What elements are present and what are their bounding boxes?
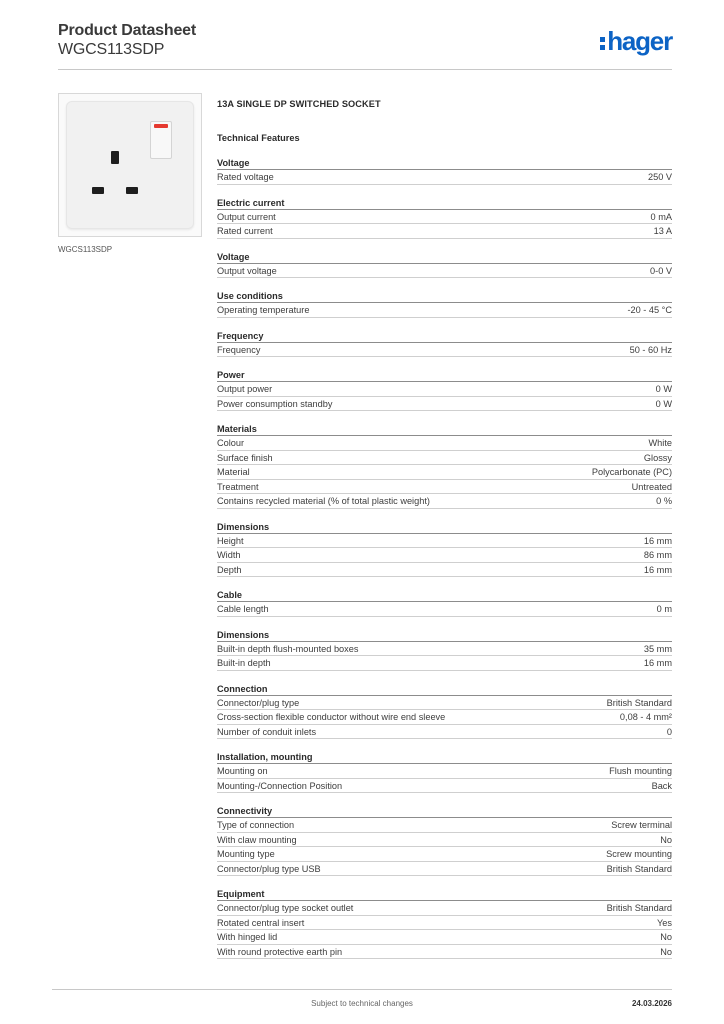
feature-row bbox=[217, 833, 672, 848]
group-title: Installation, mounting bbox=[217, 751, 672, 764]
logo-dots-icon bbox=[600, 37, 605, 50]
feature-label: Width bbox=[217, 550, 241, 560]
feature-row bbox=[217, 534, 672, 549]
feature-group bbox=[217, 369, 672, 411]
feature-group bbox=[217, 629, 672, 671]
feature-group bbox=[217, 888, 672, 959]
feature-value: Back bbox=[651, 780, 672, 791]
group-title: Voltage bbox=[217, 251, 672, 264]
feature-row bbox=[217, 343, 672, 358]
feature-label: Height bbox=[217, 535, 244, 546]
group-title: Connection bbox=[217, 683, 672, 696]
live-pin-slot-icon bbox=[92, 187, 104, 194]
feature-value: British Standard bbox=[606, 697, 672, 708]
feature-row bbox=[217, 916, 672, 931]
feature-row bbox=[217, 725, 672, 740]
feature-label: Colour bbox=[217, 438, 245, 448]
neutral-pin-slot-icon bbox=[126, 187, 138, 194]
feature-value: 0 W bbox=[655, 398, 672, 409]
feature-value: 0 % bbox=[656, 496, 672, 506]
feature-value: Untreated bbox=[631, 481, 672, 492]
feature-label: Depth bbox=[217, 564, 242, 575]
hager-logo bbox=[600, 26, 672, 56]
feature-row bbox=[217, 901, 672, 916]
feature-row bbox=[217, 382, 672, 397]
feature-label: With claw mounting bbox=[217, 834, 297, 845]
feature-value: No bbox=[660, 946, 672, 957]
feature-row bbox=[217, 710, 672, 725]
feature-row bbox=[217, 480, 672, 495]
document-subtitle: WGCS113SDP bbox=[58, 41, 165, 58]
feature-label: Built-in depth flush-mounted boxes bbox=[217, 643, 359, 654]
feature-row bbox=[217, 303, 672, 318]
group-title: Voltage bbox=[217, 157, 672, 170]
feature-group bbox=[217, 330, 672, 358]
feature-label: Surface finish bbox=[217, 452, 273, 463]
feature-row bbox=[217, 945, 672, 960]
feature-value: Screw mounting bbox=[606, 849, 672, 859]
feature-value: 16 mm bbox=[643, 564, 672, 575]
group-title: Frequency bbox=[217, 330, 672, 343]
feature-label: Output power bbox=[217, 384, 273, 394]
feature-label: Rated voltage bbox=[217, 172, 274, 182]
feature-row bbox=[217, 548, 672, 563]
feature-value: 0-0 V bbox=[650, 265, 672, 276]
feature-row bbox=[217, 764, 672, 779]
feature-group bbox=[217, 589, 672, 617]
feature-row bbox=[217, 656, 672, 671]
feature-value: British Standard bbox=[606, 903, 672, 913]
feature-groups bbox=[217, 157, 672, 959]
feature-label: Type of connection bbox=[217, 820, 295, 830]
feature-value: Glossy bbox=[643, 452, 672, 463]
logo-text: hager bbox=[607, 26, 672, 56]
group-title: Power bbox=[217, 369, 672, 382]
feature-group bbox=[217, 157, 672, 185]
page-footer bbox=[52, 989, 672, 1015]
footer-note: Subject to technical changes bbox=[311, 999, 413, 1008]
feature-group bbox=[217, 751, 672, 793]
feature-value: Screw terminal bbox=[611, 820, 672, 830]
switch-indicator-icon bbox=[154, 124, 168, 128]
socket-plate-icon bbox=[66, 101, 194, 229]
feature-label: Cable length bbox=[217, 604, 269, 614]
feature-label: Mounting-/Connection Position bbox=[217, 780, 343, 791]
feature-label: Rated current bbox=[217, 226, 273, 236]
feature-group bbox=[217, 521, 672, 578]
feature-label: Material bbox=[217, 467, 250, 477]
feature-value: 86 mm bbox=[643, 550, 672, 560]
feature-value: White bbox=[648, 438, 672, 448]
feature-value: Polycarbonate (PC) bbox=[591, 467, 672, 477]
page-header bbox=[58, 20, 672, 70]
feature-group bbox=[217, 423, 672, 509]
feature-label: Rotated central insert bbox=[217, 917, 305, 928]
feature-value: 0 W bbox=[655, 384, 672, 394]
technical-content bbox=[217, 97, 672, 959]
feature-value: 0 m bbox=[656, 604, 672, 614]
feature-label: Output current bbox=[217, 211, 276, 222]
feature-group bbox=[217, 197, 672, 239]
feature-row bbox=[217, 465, 672, 480]
feature-label: Connector/plug type bbox=[217, 697, 300, 708]
group-title: Materials bbox=[217, 423, 672, 436]
feature-group bbox=[217, 805, 672, 876]
feature-row bbox=[217, 696, 672, 711]
feature-label: Number of conduit inlets bbox=[217, 726, 317, 737]
feature-value: 35 mm bbox=[643, 643, 672, 654]
feature-row bbox=[217, 602, 672, 617]
feature-row bbox=[217, 436, 672, 451]
group-title: Connectivity bbox=[217, 805, 672, 818]
feature-value: Flush mounting bbox=[609, 766, 672, 776]
feature-row bbox=[217, 264, 672, 279]
feature-label: Connector/plug type socket outlet bbox=[217, 903, 354, 913]
group-title: Electric current bbox=[217, 197, 672, 210]
feature-row bbox=[217, 818, 672, 833]
feature-value: 16 mm bbox=[643, 658, 672, 668]
feature-label: Treatment bbox=[217, 481, 259, 492]
feature-label: Mounting on bbox=[217, 766, 268, 776]
group-title: Equipment bbox=[217, 888, 672, 901]
earth-pin-slot-icon bbox=[111, 151, 119, 164]
feature-value: 0,08 - 4 mm² bbox=[619, 712, 672, 722]
feature-label: Connector/plug type USB bbox=[217, 863, 321, 874]
footer-date: 24.03.2026 bbox=[631, 999, 672, 1008]
feature-value: No bbox=[660, 834, 672, 845]
image-caption: WGCS113SDP bbox=[58, 245, 113, 254]
feature-value: -20 - 45 °C bbox=[627, 305, 672, 315]
feature-value: No bbox=[660, 932, 672, 942]
feature-row bbox=[217, 862, 672, 877]
feature-row bbox=[217, 847, 672, 862]
document-title: Product Datasheet bbox=[58, 22, 196, 39]
feature-label: Power consumption standby bbox=[217, 398, 333, 409]
feature-label: With hinged lid bbox=[217, 932, 278, 942]
feature-row bbox=[217, 397, 672, 412]
group-title: Use conditions bbox=[217, 290, 672, 303]
feature-group bbox=[217, 683, 672, 740]
group-title: Dimensions bbox=[217, 521, 672, 534]
group-title: Cable bbox=[217, 589, 672, 602]
feature-value: 0 bbox=[666, 726, 672, 737]
feature-label: Output voltage bbox=[217, 265, 277, 276]
feature-label: Contains recycled material (% of total plastic weight) bbox=[217, 496, 430, 506]
product-image bbox=[58, 93, 202, 237]
feature-value: 250 V bbox=[647, 172, 672, 182]
feature-row bbox=[217, 170, 672, 185]
feature-row bbox=[217, 642, 672, 657]
rocker-switch-icon bbox=[150, 121, 172, 159]
section-heading: Technical Features bbox=[217, 133, 300, 143]
feature-row bbox=[217, 210, 672, 225]
feature-value: Yes bbox=[657, 917, 672, 928]
feature-row bbox=[217, 563, 672, 578]
feature-group bbox=[217, 251, 672, 279]
product-heading: 13A SINGLE DP SWITCHED SOCKET bbox=[217, 99, 381, 109]
feature-label: Cross-section flexible conductor without wire end sleeve bbox=[217, 712, 446, 722]
feature-value: 16 mm bbox=[643, 535, 672, 546]
feature-value: 0 mA bbox=[650, 211, 672, 222]
feature-value: 13 A bbox=[653, 226, 672, 236]
group-title: Dimensions bbox=[217, 629, 672, 642]
feature-row bbox=[217, 930, 672, 945]
feature-row bbox=[217, 451, 672, 466]
feature-row bbox=[217, 224, 672, 239]
feature-label: Mounting type bbox=[217, 849, 275, 859]
feature-group bbox=[217, 290, 672, 318]
feature-row bbox=[217, 779, 672, 794]
feature-label: Operating temperature bbox=[217, 305, 310, 315]
feature-value: 50 - 60 Hz bbox=[629, 344, 672, 355]
feature-label: Built-in depth bbox=[217, 658, 271, 668]
feature-label: Frequency bbox=[217, 344, 261, 355]
feature-label: With round protective earth pin bbox=[217, 946, 343, 957]
feature-row bbox=[217, 494, 672, 509]
feature-value: British Standard bbox=[606, 863, 672, 874]
